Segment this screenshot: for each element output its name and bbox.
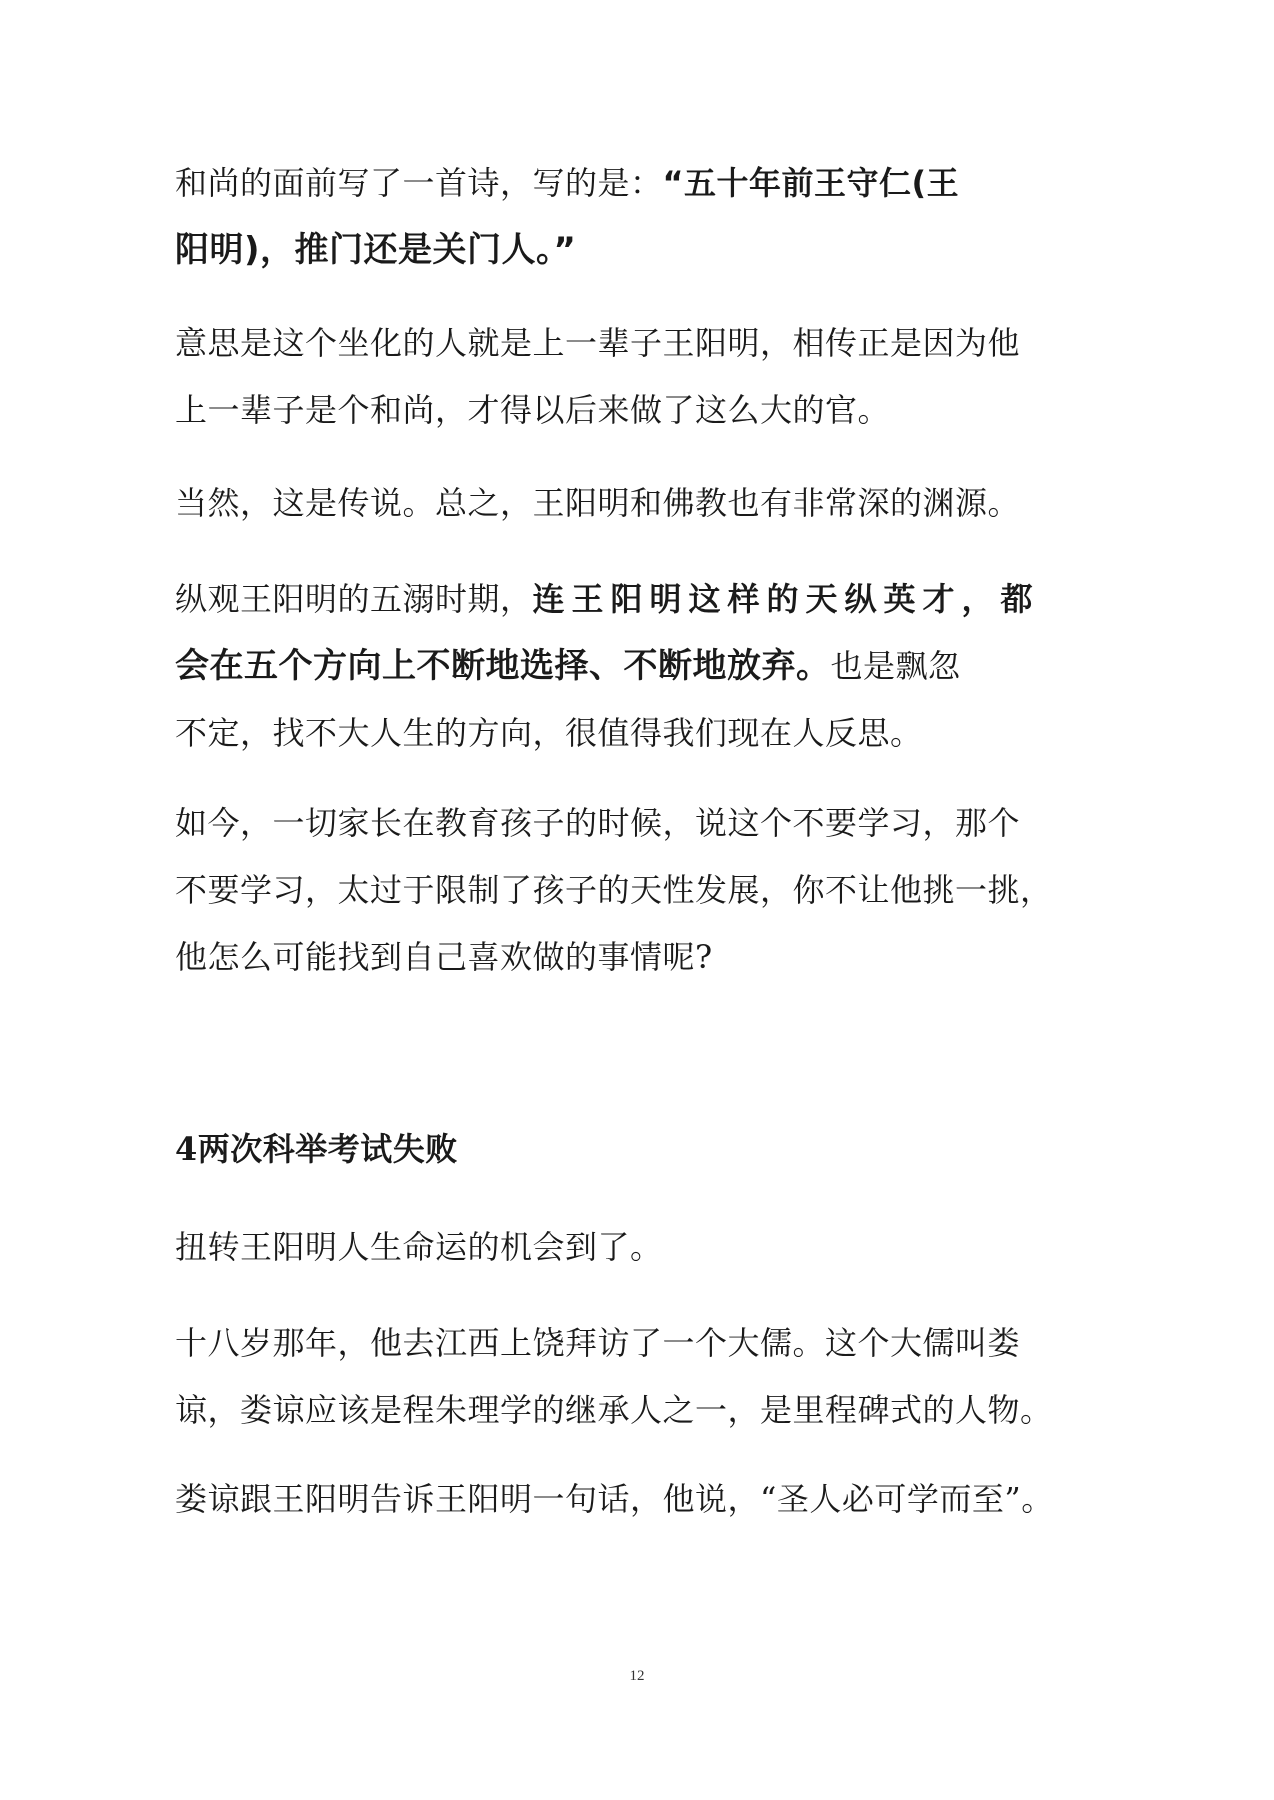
paragraph-parents bbox=[175, 790, 1075, 991]
paragraph-five-indulgences bbox=[175, 566, 1075, 767]
text-line: 扭转王阳明人生命运的机会到了。 bbox=[175, 1228, 663, 1266]
emphasis-span: 会在五个方向上不断地选择、不断地放弃。 bbox=[175, 646, 831, 686]
text-line bbox=[175, 217, 1075, 284]
text-line bbox=[175, 633, 1075, 700]
text-line bbox=[175, 150, 1075, 217]
text-line: 不要学习，太过于限制了孩子的天性发展，你不让他挑一挑， bbox=[175, 871, 1053, 909]
text-span: 纵观王阳明的五溺时期， bbox=[175, 580, 533, 618]
text-line: 如今，一切家长在教育孩子的时候，说这个不要学习，那个 bbox=[175, 804, 1021, 842]
text-line: 谅，娄谅应该是程朱理学的继承人之一，是里程碑式的人物。 bbox=[175, 1391, 1053, 1429]
page-number: 12 bbox=[629, 1668, 645, 1684]
heading-text: 4两次科举考试失败 bbox=[175, 1130, 458, 1168]
text-span: 和尚的面前写了一首诗，写的是： bbox=[175, 164, 663, 202]
paragraph-poem bbox=[175, 150, 1075, 284]
text-line: 当然，这是传说。总之，王阳明和佛教也有非常深的渊源。 bbox=[175, 484, 1021, 522]
text-line: 十八岁那年，他去江西上饶拜访了一个大儒。这个大儒叫娄 bbox=[175, 1324, 1021, 1362]
paragraph-turning-point bbox=[175, 1214, 1075, 1281]
text-line: 不定，找不大人生的方向，很值得我们现在人反思。 bbox=[175, 714, 923, 752]
emphasis-span: 连王阳明这样的天纵英才，都 bbox=[532, 580, 1040, 618]
paragraph-sage-quote bbox=[175, 1466, 1075, 1533]
text-line: 他怎么可能找到自己喜欢做的事情呢? bbox=[175, 938, 713, 976]
quote-span: 阳明)，推门还是关门人。” bbox=[175, 230, 577, 270]
section-heading bbox=[175, 1116, 1075, 1183]
text-line: 娄谅跟王阳明告诉王阳明一句话，他说，“圣人必可学而至”。 bbox=[175, 1480, 1054, 1518]
paragraph-meaning bbox=[175, 310, 1075, 444]
quote-span: “五十年前王守仁(王 bbox=[662, 164, 960, 202]
paragraph-lou-liang bbox=[175, 1310, 1075, 1444]
paragraph-legend bbox=[175, 470, 1075, 537]
text-line: 意思是这个坐化的人就是上一辈子王阳明，相传正是因为他 bbox=[175, 324, 1021, 362]
text-line: 上一辈子是个和尚，才得以后来做了这么大的官。 bbox=[175, 391, 891, 429]
text-line bbox=[175, 566, 1075, 633]
text-span: 也是飘忽 bbox=[830, 647, 961, 685]
